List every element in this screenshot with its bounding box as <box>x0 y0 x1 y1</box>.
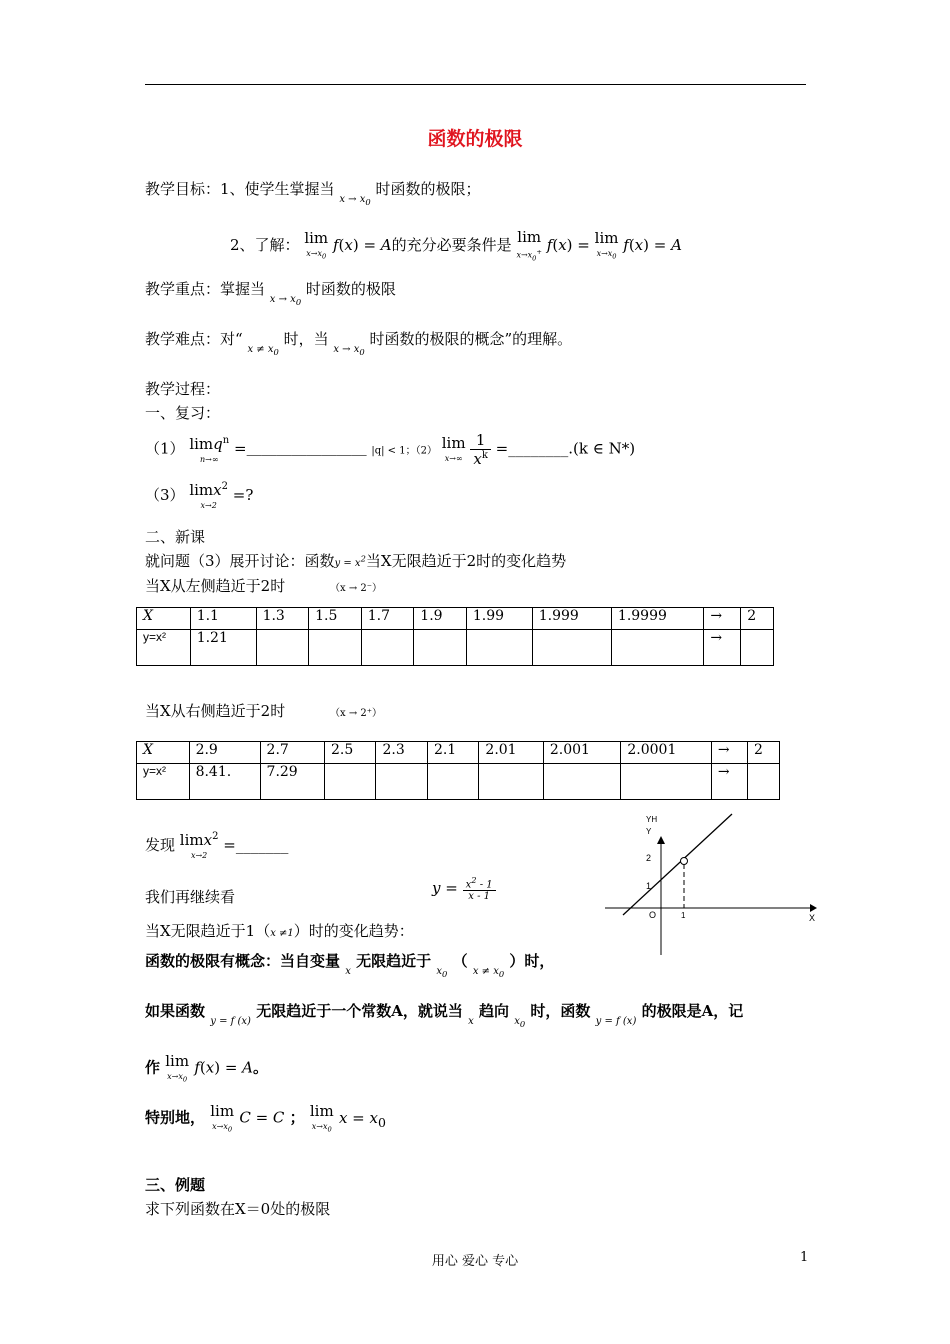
y-axis-arrow-icon <box>657 836 665 844</box>
left-approach-label: 当X从左侧趋近于2时 （x → 2⁻） <box>145 577 383 595</box>
review-q1-q2: （1） limq$^n$ n→∞ =＿＿＿＿＿＿＿＿ |q| < 1；（2） lim x→∞ $\frac{1}{x^k}$ =________.(k ∈ N*) <box>145 431 636 468</box>
examples-heading: 三、例题 <box>145 1176 206 1194</box>
objective-1: 教学目标：1、使学生掌握当 $_{x \to x_0}$ 时函数的极限； <box>145 180 481 207</box>
footer: 用心 爱心 专心 <box>431 1254 519 1269</box>
y-tick-2: 2 <box>646 853 652 863</box>
function-line <box>623 814 732 915</box>
difficulty: 教学难点：对“ $_{x \ne x_0}$ 时，当 $_{x \to x_0}$ 时函数的极限的概念”的理解。 <box>145 330 573 357</box>
table-row: y=x² 8.41. 7.29 → <box>137 764 780 800</box>
newlesson-intro: 就问题（3）展开讨论：函数$y = x^2$当X无限趋近于2时的变化趋势 <box>145 552 567 570</box>
header-rule <box>145 84 806 85</box>
table-row: X 1.1 1.3 1.5 1.7 1.9 1.99 1.999 1.9999 → 2 <box>137 608 774 630</box>
special-line: 特别地， lim $x\to x_0$ C = C ； lim $x\to x_0$ $x = x_0$ <box>145 1102 386 1134</box>
concept-line-2: 如果函数 $_{y = f (x)}$ 无限趋近于一个常数A，就说当 $_x$ 趋向 $_{x_0}$ 时，函数 $_{y = f (x)}$ 的极限是A，记 <box>145 1002 744 1029</box>
table-row: X 2.9 2.7 2.5 2.3 2.1 2.01 2.001 2.0001 → 2 <box>137 742 780 764</box>
hole-marker <box>681 858 688 865</box>
newlesson-heading: 二、新课 <box>145 528 206 546</box>
right-approach-label: 当X从右侧趋近于2时 （x → 2⁺） <box>145 702 383 720</box>
line-graph <box>595 810 825 960</box>
y-tick-1: 1 <box>646 881 652 891</box>
math-x-to-x0: x → x0 <box>339 194 371 207</box>
approach-1-line: 当X无限趋近于1（x ≠1）时的变化趋势： <box>145 922 414 940</box>
review-q3: （3） limx$^2$ x→2 =? <box>145 481 254 510</box>
objective-2: 2、了解： lim $x\to x_0$ f(x) = A的充分必要条件是 lim $x\to x_0^+$ f(x) = lim $x\to x_0$ f(x) = A <box>230 228 682 263</box>
y-axis-label: YH <box>646 815 658 824</box>
concept-line-3: 作 lim $x\to x_0$ f(x) = A。 <box>145 1052 269 1084</box>
review-heading: 一、复习： <box>145 404 221 422</box>
continue-text: 我们再继续看 <box>145 888 236 906</box>
fraction-function: y = $\frac{x^2 - 1}{x - 1}$ <box>432 876 496 902</box>
origin-label: O <box>649 910 657 920</box>
table-right-approach <box>136 741 780 800</box>
x-axis-label: X <box>809 913 816 923</box>
x-axis-arrow-icon <box>810 904 817 912</box>
x-tick-1: 1 <box>681 911 686 920</box>
discover-line: 发现 limx$^2$ x→2 =_______ <box>145 831 289 860</box>
table-left-approach <box>136 607 774 666</box>
table-row: y=x² 1.21 → <box>137 630 774 666</box>
concept-line-1: 函数的极限有概念：当自变量 $_x$ 无限趋近于 $_{x_0}$ （ $_{x \ne x_0}$ ）时， <box>145 952 555 979</box>
page-number: 1 <box>800 1250 809 1265</box>
y-axis-label-2: Y <box>646 827 652 836</box>
examples-text: 求下列函数在X＝0处的极限 <box>145 1200 331 1218</box>
page-title: 函数的极限 <box>427 128 523 150</box>
process-heading: 教学过程： <box>145 380 221 398</box>
key-point: 教学重点：掌握当 $_{x \to x_0}$ 时函数的极限 <box>145 280 396 307</box>
